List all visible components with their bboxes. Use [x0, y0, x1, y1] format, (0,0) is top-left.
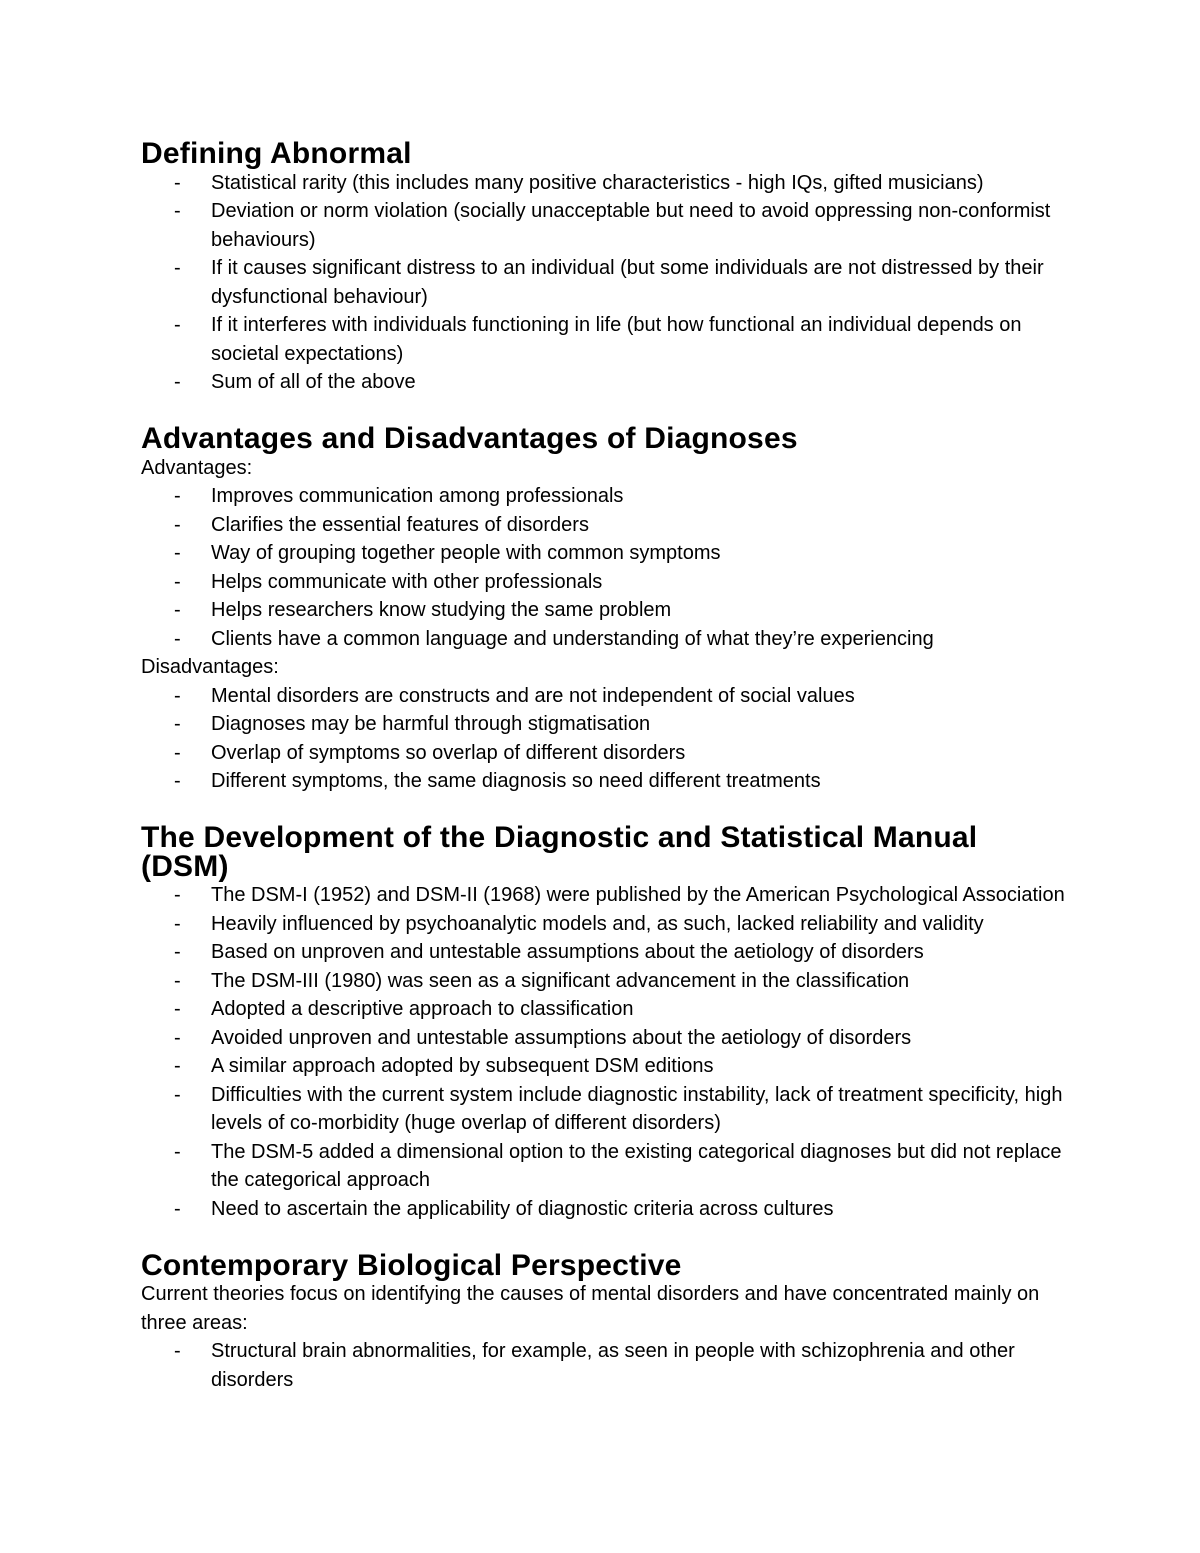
list-item: - If it causes significant distress to an individual (but some individuals are not distressed by their dysfunctional behaviour): [141, 254, 1071, 311]
dash-bullet: -: [174, 485, 181, 507]
dash-bullet: -: [174, 627, 181, 650]
dsm-development-list: [141, 881, 1071, 1223]
dash-bullet: -: [174, 713, 181, 735]
document-page: [141, 137, 1071, 1394]
list-item: - Deviation or norm violation (socially unacceptable but need to avoid oppressing non-conformist behaviours): [141, 197, 1071, 254]
section-heading-defining-abnormal: Defining Abnormal: [141, 137, 412, 170]
dash-bullet: -: [174, 371, 181, 393]
dash-bullet: -: [174, 1083, 181, 1106]
list-item: - Diagnoses may be harmful through stigmatisation: [141, 710, 1071, 739]
section-spacer: [141, 397, 1071, 426]
biological-perspective-intro: Current theories focus on identifying the causes of mental disorders and have concentrated mainly on three areas:: [141, 1283, 1040, 1334]
list-item: - Based on unproven and untestable assumptions about the aetiology of disorders: [141, 938, 1071, 967]
dash-bullet: -: [174, 941, 181, 963]
list-item: - Avoided unproven and untestable assumptions about the aetiology of disorders: [141, 1024, 1071, 1053]
list-item: - Helps researchers know studying the same problem: [141, 596, 1071, 625]
dash-bullet: -: [174, 1026, 181, 1049]
dash-bullet: -: [174, 542, 181, 564]
section-heading-advantages-disadvantages: Advantages and Disadvantages of Diagnoses: [141, 422, 798, 455]
list-item: - Structural brain abnormalities, for example, as seen in people with schizophrenia and other disorders: [141, 1337, 1071, 1394]
dash-bullet: -: [174, 314, 181, 336]
list-item: - Clarifies the essential features of disorders: [141, 511, 1071, 540]
dash-bullet: -: [174, 998, 181, 1020]
list-item: - Helps communicate with other professionals: [141, 568, 1071, 597]
list-item: - The DSM-I (1952) and DSM-II (1968) were published by the American Psychological Association: [141, 881, 1071, 910]
disadvantages-label: Disadvantages:: [141, 656, 279, 678]
dash-bullet: -: [174, 1197, 181, 1220]
dash-bullet: -: [174, 741, 181, 764]
biological-perspective-list: [141, 1337, 1071, 1394]
list-item: - Way of grouping together people with common symptoms: [141, 539, 1071, 568]
list-item: - Mental disorders are constructs and are not independent of social values: [141, 682, 1071, 711]
dash-bullet: -: [174, 770, 181, 792]
advantages-label: Advantages:: [141, 456, 253, 479]
dash-bullet: -: [174, 1140, 181, 1163]
list-item: - Improves communication among professionals: [141, 482, 1071, 511]
section-spacer: [141, 796, 1071, 825]
list-item: - Clients have a common language and understanding of what they’re experiencing: [141, 625, 1071, 654]
section-spacer: [141, 1223, 1071, 1252]
dash-bullet: -: [174, 570, 181, 593]
list-item: - Statistical rarity (this includes many positive characteristics - high IQs, gifted musicians): [141, 169, 1071, 198]
dash-bullet: -: [174, 513, 181, 536]
dash-bullet: -: [174, 912, 181, 935]
list-item: - If it interferes with individuals functioning in life (but how functional an individual depends on societal expectations): [141, 311, 1071, 368]
list-item: - Different symptoms, the same diagnosis so need different treatments: [141, 767, 1071, 796]
defining-abnormal-list: [141, 169, 1071, 397]
dash-bullet: -: [174, 171, 181, 194]
dash-bullet: -: [174, 200, 181, 222]
dash-bullet: -: [174, 1340, 181, 1362]
dash-bullet: -: [174, 969, 181, 992]
section-heading-biological-perspective: Contemporary Biological Perspective: [141, 1248, 682, 1282]
list-item: - The DSM-III (1980) was seen as a significant advancement in the classification: [141, 967, 1071, 996]
list-item: - Heavily influenced by psychoanalytic models and, as such, lacked reliability and validity: [141, 910, 1071, 939]
section-heading-dsm-development: The Development of the Diagnostic and Statistical Manual (DSM): [141, 821, 978, 883]
dash-bullet: -: [174, 1055, 181, 1077]
list-item: - Adopted a descriptive approach to classification: [141, 995, 1071, 1024]
list-item: - Need to ascertain the applicability of diagnostic criteria across cultures: [141, 1195, 1071, 1224]
list-item: - Difficulties with the current system include diagnostic instability, lack of treatment specificity, high levels of co-morbidity (huge overlap of different disorders): [141, 1081, 1071, 1138]
dash-bullet: -: [174, 599, 181, 621]
list-item: - Overlap of symptoms so overlap of different disorders: [141, 739, 1071, 768]
dash-bullet: -: [174, 684, 181, 707]
list-item: - The DSM-5 added a dimensional option to the existing categorical diagnoses but did not replace the categorical approach: [141, 1138, 1071, 1195]
list-item: - Sum of all of the above: [141, 368, 1071, 397]
dash-bullet: -: [174, 257, 181, 279]
list-item: - A similar approach adopted by subsequent DSM editions: [141, 1052, 1071, 1081]
dash-bullet: -: [174, 884, 181, 906]
advantages-list: [141, 482, 1071, 653]
disadvantages-list: [141, 682, 1071, 796]
